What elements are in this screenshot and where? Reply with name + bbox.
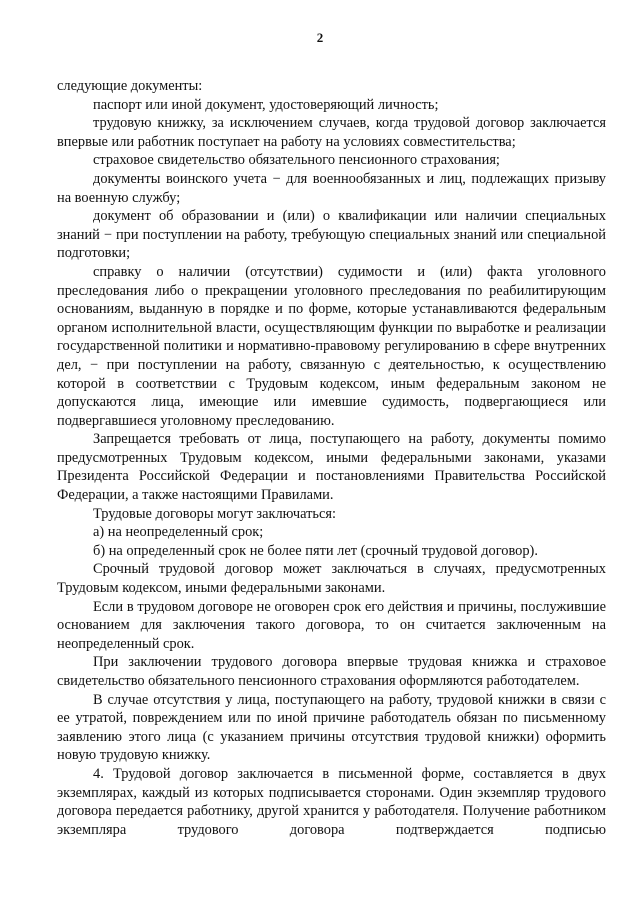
paragraph: В случае отсутствия у лица, поступающего на работу, трудовой книжки в связи с ее утратой, повреждением или по иной причине работодатель обязан по письменному заявлению этого лица (с указанием причины отсутствия трудовой книжки) оформить новую трудовую книжку. xyxy=(57,691,606,764)
paragraph: Трудовые договоры могут заключаться: xyxy=(93,505,336,522)
paragraph: Если в трудовом договоре не оговорен срок его действия и причины, послужившие основанием для заключения такого договора, то он считается заключенным на неопределенный срок. xyxy=(57,598,606,652)
paragraph: следующие документы: xyxy=(57,78,203,94)
paragraph: Запрещается требовать от лица, поступающего на работу, документы помимо предусмотренных Трудовым кодексом, иными федеральными законами, указами Президента Российской Федерации и постановлениями Правительства Российской Федерации, а также настоящими Правилами. xyxy=(57,431,606,504)
paragraph: паспорт или иной документ, удостоверяющий личность; xyxy=(93,96,439,113)
paragraph: а) на неопределенный срок; xyxy=(93,524,264,541)
paragraph: трудовую книжку, за исключением случаев, когда трудовой договор заключается впервые или работник поступает на работу на условиях совместительства; xyxy=(57,115,606,150)
paragraph: При заключении трудового договора впервые трудовая книжка и страховое свидетельство обязательного пенсионного страхования оформляются работодателем. xyxy=(57,654,606,689)
paragraph: 4. Трудовой договор заключается в письменной форме, составляется в двух экземплярах, каждый из которых подписывается сторонами. Один экземпляр трудового договора передается работнику, другой хранится у работодателя. Получение работником экземпляра трудового договора подтверждается подписью xyxy=(57,765,606,838)
paragraph: Срочный трудовой договор может заключаться в случаях, предусмотренных Трудовым кодексом, иными федеральными законами. xyxy=(57,561,606,597)
paragraph: документ об образовании и (или) о квалификации или наличии специальных знаний − при поступлении на работу, требующую специальных знаний или специальной подготовки; xyxy=(57,208,606,262)
paragraph: страховое свидетельство обязательного пенсионного страхования; xyxy=(93,152,500,169)
page-number: 2 xyxy=(316,30,324,45)
paragraph: справку о наличии (отсутствии) судимости и (или) факта уголовного преследования либо о прекращении уголовного преследования по реабилитирующим основаниям, выданную в порядке и по форме, которые устанавливаются федеральным органом исполнительной власти, осуществляющим функции по выработке и реализации государственной политики и нормативно-правовому регулированию в сфере внутренних дел, − при поступлении на работу, связанную с деятельностью, к осуществлению которой в соответствии с Трудовым кодексом, иным федеральным законом не допускаются лица, имеющие или имевшие судимость, подвергающиеся или подвергавшиеся уголовному преследованию. xyxy=(57,263,606,429)
paragraph: б) на определенный срок не более пяти лет (срочный трудовой договор). xyxy=(93,542,538,559)
document-body xyxy=(57,77,606,839)
paragraph: документы воинского учета − для военнообязанных и лиц, подлежащих призыву на военную службу; xyxy=(57,170,606,206)
